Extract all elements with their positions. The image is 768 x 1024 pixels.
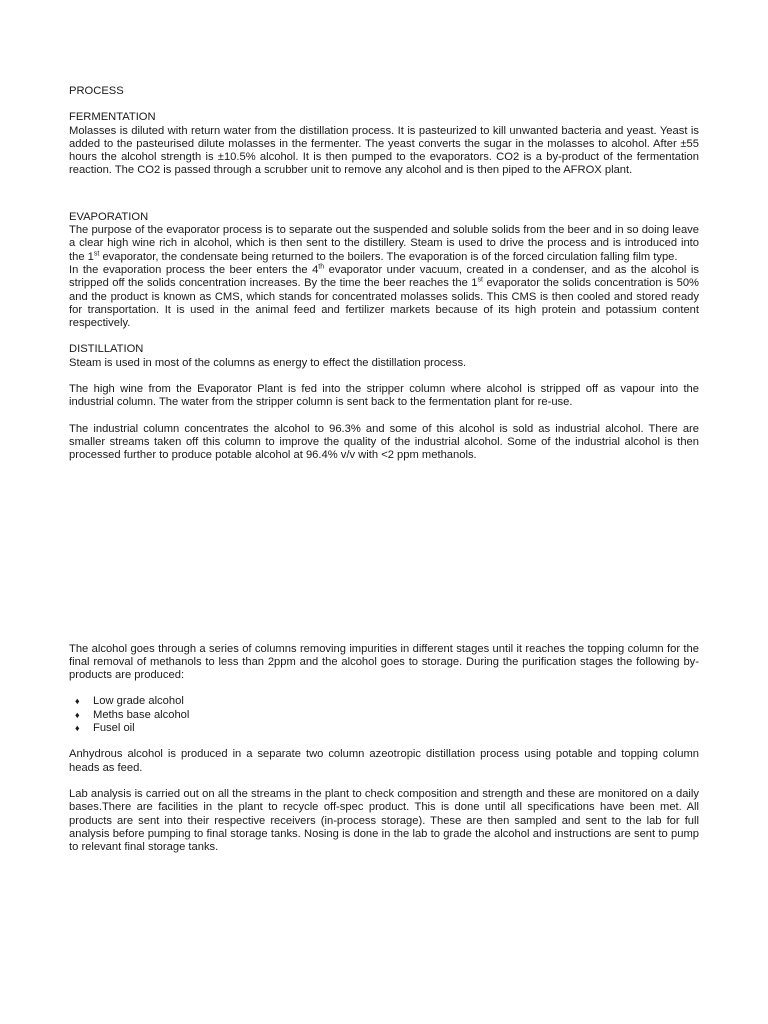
diamond-bullet-icon: ♦ [75,709,80,720]
distillation-paragraph-3: The industrial column concentrates the alcohol to 96.3% and some of this alcohol is sold as industrial alcohol. There are smaller streams taken off this column to improve the quality of the industrial alcohol. Some of the industrial alcohol is then processed further to produce potable alcohol at 96.4% v/v with <2 ppm methanols. [69,422,699,462]
anhydrous-paragraph: Anhydrous alcohol is produced in a separate two column azeotropic distillation process using potable and topping column heads as feed. [69,748,699,774]
text-run: The purpose of the evaporator process is to separate out the suspended and soluble solids from the beer and in so doing leave a clear high wine rich in alcohol, which is then sent to the distillery. Steam is used to drive the process and is introduced into the 1 [69,224,699,263]
list-item [75,722,699,735]
spacer [69,682,699,695]
text-run: evaporator under vacuum, created in a condenser, and as the alcohol is stripped off the solids concentration increases. By the time the beer reaches the 1 [69,263,699,290]
spacer [69,330,699,343]
byproduct-list [69,695,699,735]
page-title: PROCESS [69,85,124,97]
section-heading-evaporation: EVAPORATION [69,210,149,223]
text-run: evaporator, the condensate being returned to the boilers. The evaporation is of the forced circulation falling film type. [99,250,678,263]
section-heading-distillation: DISTILLATION [69,343,144,356]
list-item-label: Low grade alcohol [93,695,184,708]
list-item-label: Meths base alcohol [93,708,190,721]
evaporation-paragraph-1 [69,224,699,264]
diamond-bullet-icon: ♦ [75,723,80,734]
spacer [69,98,699,111]
fermentation-paragraph: Molasses is diluted with return water from the distillation process. It is pasteurized to kill unwanted bacteria and yeast. Yeast is added to the pasteurised dilute molasses in the fermenter. The yeast converts the sugar in the molasses to alcohol. After ±55 hours the alcohol strength is ±10.5% alcohol. It is then pumped to the evaporators. CO2 is a by-product of the fermentation reaction. The CO2 is passed through a scrubber unit to remove any alcohol and is then piped to the AFROX plant. [69,124,699,177]
distillation-paragraph-2: The high wine from the Evaporator Plant is fed into the stripper column where alcohol is stripped off as vapour into the industrial column. The water from the stripper column is sent back to the fermentation plant for re-use. [69,383,699,409]
distillation-paragraph-1: Steam is used in most of the columns as energy to effect the distillation process. [69,356,467,369]
list-item-label: Fusel oil [93,722,135,735]
ordinal-suffix: th [318,263,325,271]
spacer [69,775,699,788]
document-page [69,85,699,854]
list-item [75,695,699,708]
spacer [69,370,699,383]
spacer [69,178,699,198]
ordinal-suffix: st [93,249,100,257]
ordinal-suffix: st [477,276,483,284]
list-item [75,709,699,722]
diamond-bullet-icon: ♦ [75,696,80,707]
spacer [69,410,699,423]
spacer [69,735,699,748]
purification-paragraph: The alcohol goes through a series of columns removing impurities in different stages until it reaches the topping column for the final removal of methanols to less than 2ppm and the alcohol goes to storage. During the purification stages the following by-products are produced: [69,642,699,682]
text-run: In the evaporation process the beer enters the 4 [69,263,319,276]
section-heading-fermentation: FERMENTATION [69,111,156,124]
blank-area [69,463,699,643]
text-run: evaporator the solids concentration is 50% and the product is known as CMS, which stands for concentrated molasses solids. This CMS is then cooled and stored ready for transportation. It is used in the animal feed and fertilizer markets because of its high protein and potassium content respectively. [69,277,699,330]
evaporation-paragraph-2 [69,264,699,330]
spacer [69,198,699,211]
lab-analysis-paragraph: Lab analysis is carried out on all the streams in the plant to check composition and strength and these are monitored on a daily bases.There are facilities in the plant to recycle off-spec product. This is done until all specifications have been met. All products are sent into their respective receivers (in-process storage). These are then sampled and sent to the lab for full analysis before pumping to final storage tanks. Nosing is done in the lab to grade the alcohol and instructions are sent to pump to relevant final storage tanks. [69,787,699,854]
